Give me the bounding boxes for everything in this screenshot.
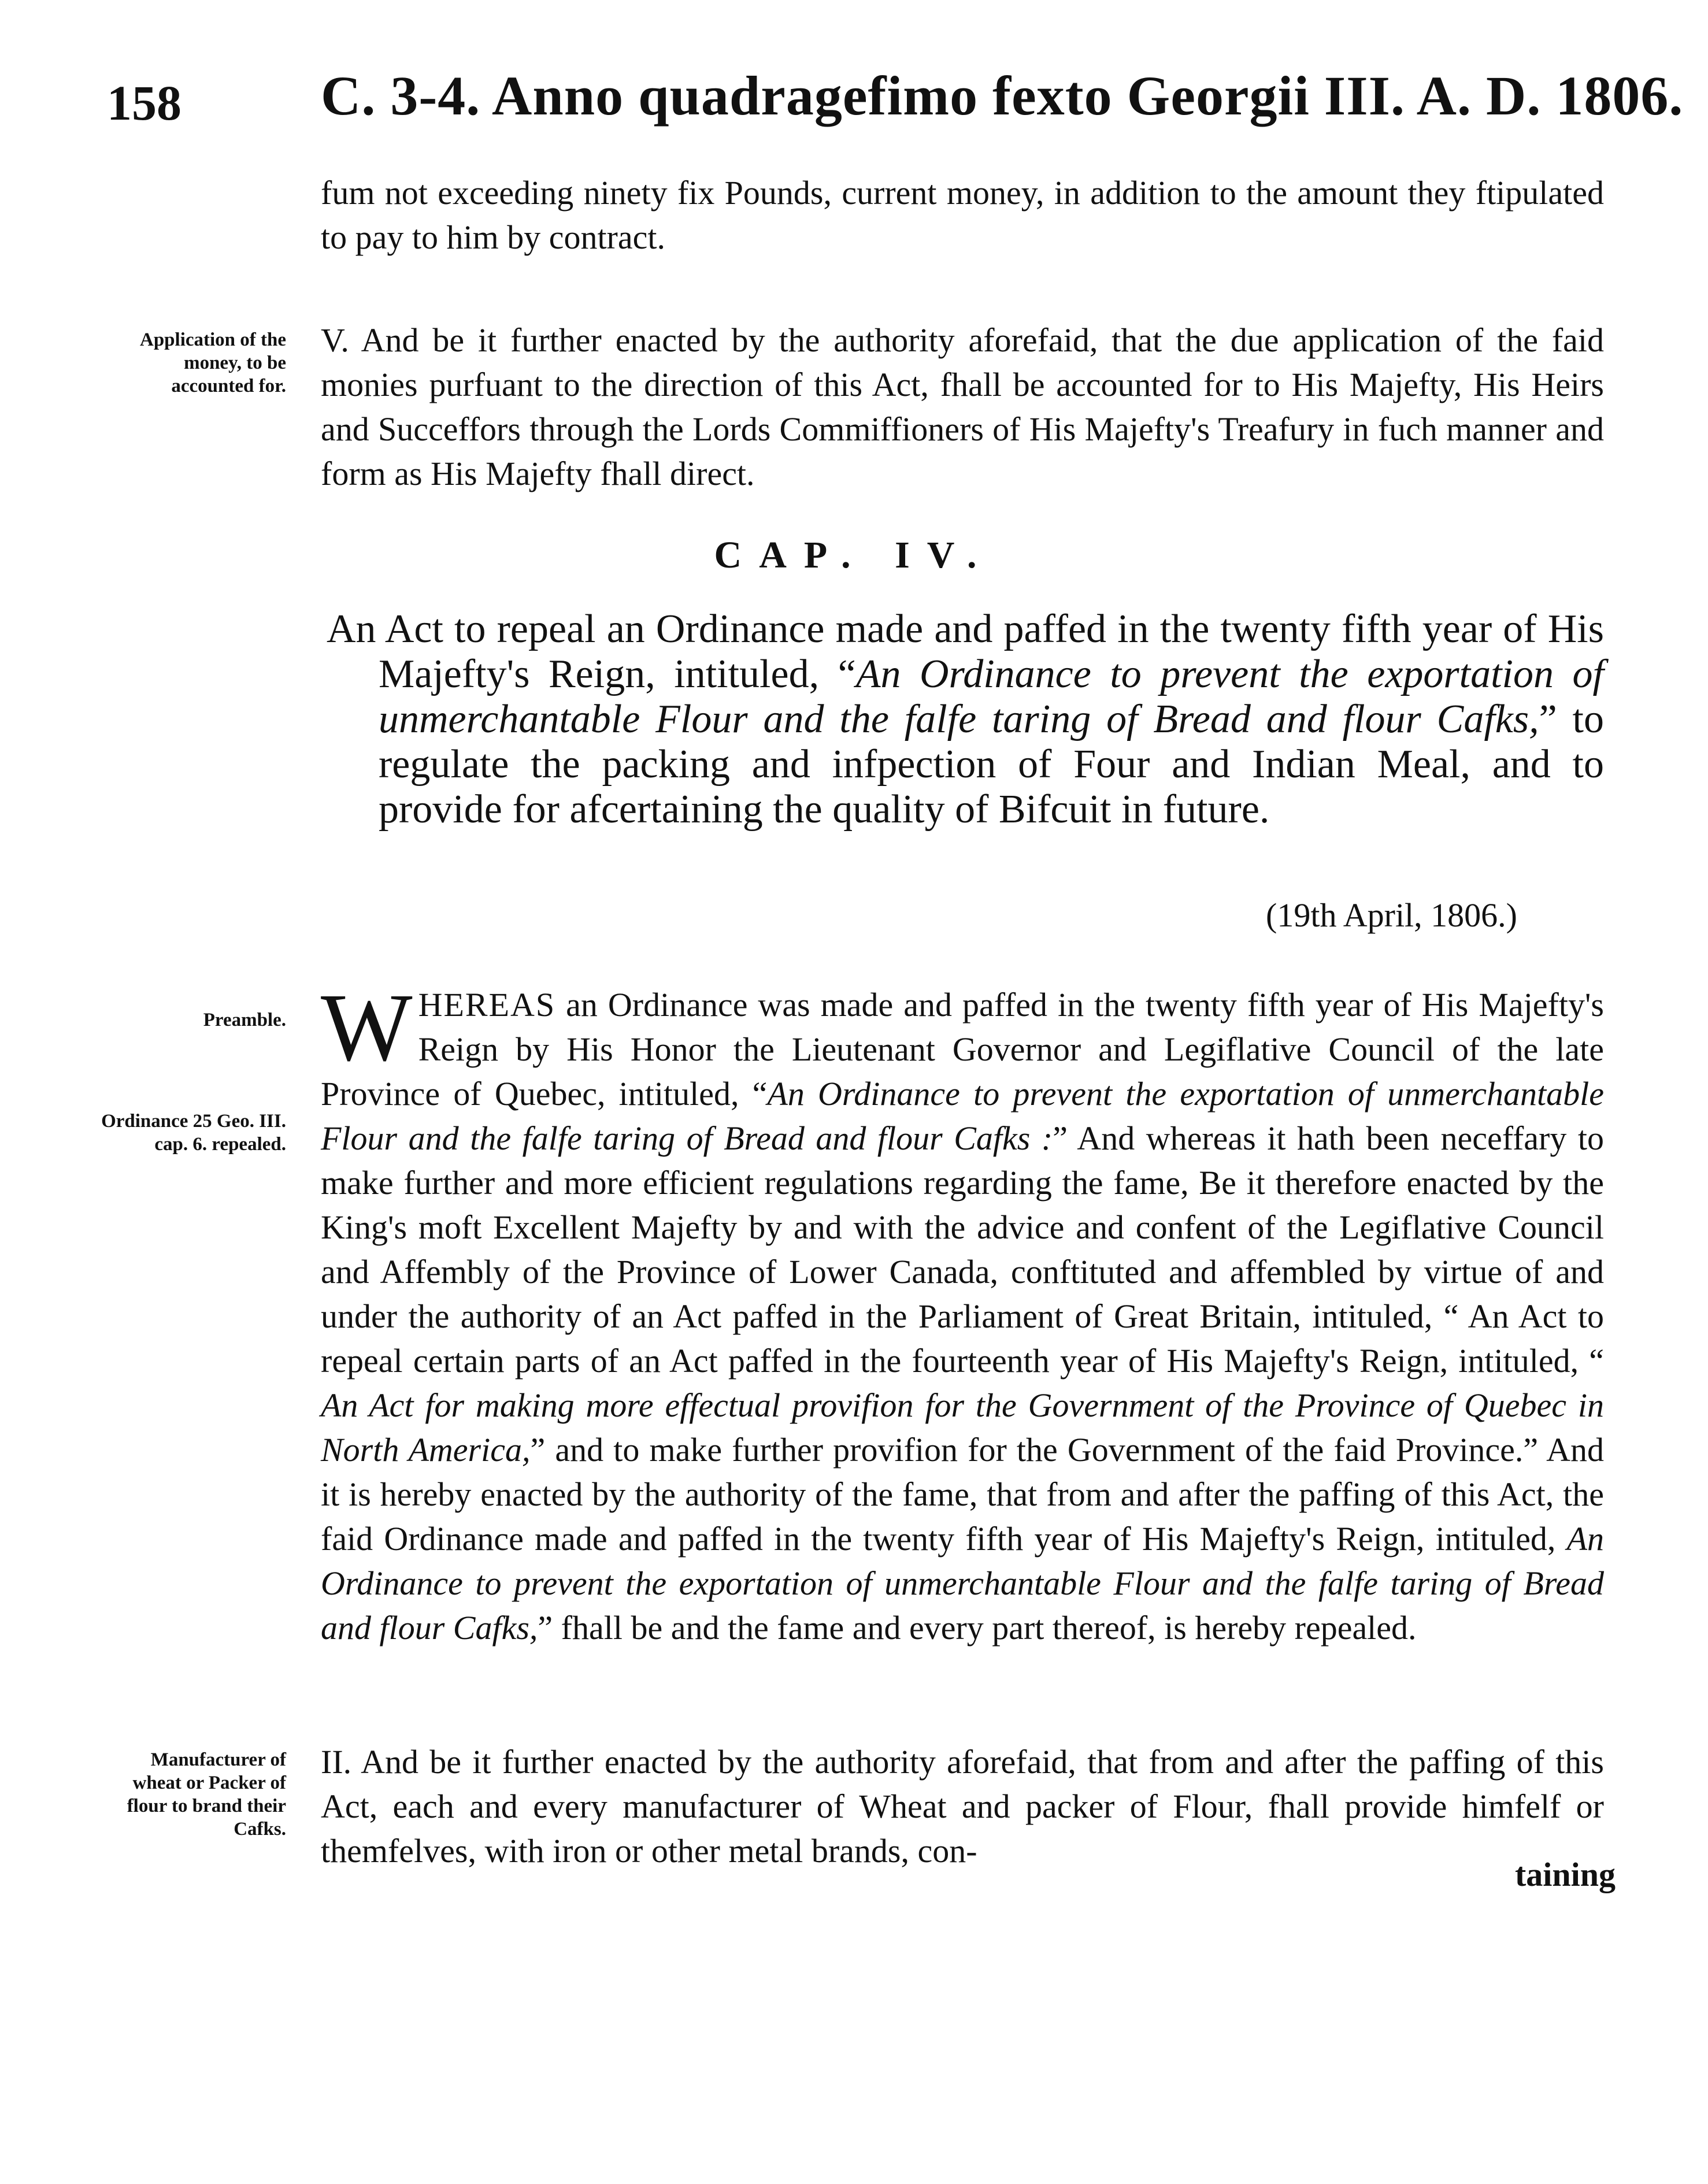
drop-cap: W <box>321 974 413 1081</box>
section-2-text: II. And be it further enacted by the authority aforefaid, that from and after the paffing of this Act, each and every manufacturer of Wheat and packer of Flour, fhall provide himfelf or themfelves, with iron or other metal brands, con- <box>321 1743 1604 1870</box>
margin-note-manufacturer: Manufacturer of wheat or Packer of flour to brand their Cafks. <box>127 1749 286 1840</box>
preamble-italic-3: An Ordinance to prevent the exportation of unmerchantable Flour and the falfe taring of Bread and flour Cafks, <box>321 1520 1604 1647</box>
preamble-lead-word: HEREAS <box>418 986 556 1024</box>
preamble-paragraph <box>321 974 1604 1650</box>
section-5-text: V. And be it further enacted by the authority aforefaid, that the due application of the faid monies purfuant to the direction of this Act, fhall be accounted for to His Majefty, His Heirs and Succeffors through the Lords Commiffioners of His Majefty's Treafury in fuch manner and form as His Majefty fhall direct. <box>321 321 1604 492</box>
preamble-italic-2: An Act for making more effectual provifion for the Government of the Province of Quebec in North America, <box>321 1386 1604 1469</box>
preamble-italic-1: An Ordinance to prevent the exportation of unmerchantable Flour and the falfe taring of Bread and flour Cafks : <box>321 1075 1604 1157</box>
continuation-paragraph <box>321 170 1604 259</box>
act-title-text <box>327 607 1604 832</box>
act-title <box>327 607 1604 832</box>
preamble-text-3: ” and to make further provifion for the Government of the faid Province.” And it is hereby enacted by the authority of the fame, that from and after the paffing of this Act, the faid Ordinance made and paffed in the twenty fifth year of His Majefty's Reign, intituled, <box>321 1431 1604 1558</box>
running-head: C. 3-4. Anno quadragefimo fexto Georgii III. A. D. 1806. <box>321 65 1684 127</box>
margin-note-preamble: Preamble. <box>203 1010 286 1030</box>
margin-note-application: Application of the money, to be accounted for. <box>139 329 286 396</box>
catchword: taining <box>1514 1856 1616 1893</box>
act-title-tail: ” to regulate the packing and infpection of Four and Indian Meal, and to provide for afcertaining the quality of Bifcuit in future. <box>379 697 1604 832</box>
preamble-text-2: ” And whereas it hath been neceffary to make further and more efficient regulations regarding the fame, Be it therefore enacted by the King's moft Excellent Majefty by and with the advice and confent of the Legiflative Council and Affembly of the Province of Lower Canada, conftituted and affembled by virtue of and under the authority of an Act paffed in the Parliament of Great Britain, intituled, “ An Act to repeal certain parts of an Act paffed in the fourteenth year of His Majefty's Reign, intituled, “ <box>321 1119 1604 1380</box>
preamble-text-4: ” fhall be and the fame and every part thereof, is hereby repealed. <box>538 1609 1417 1647</box>
act-title-italic: An Ordinance to prevent the exportation of unmerchantable Flour and the falfe taring of Bread and flour Cafks, <box>379 652 1605 741</box>
section-5-paragraph <box>321 318 1604 496</box>
preamble-text <box>321 974 1604 1650</box>
act-title-lead: An Act to repeal an Ordinance made and paffed in the twenty fifth year of His Majefty's Reign, intituled, “ <box>327 607 1604 696</box>
chapter-heading: CAP. IV. <box>714 534 994 576</box>
preamble-text-1: an Ordinance was made and paffed in the twenty fifth year of His Majefty's Reign by His Honor the Lieutenant Governor and Legiflative Council of the late Province of Quebec, intituled, “ <box>321 986 1604 1113</box>
margin-note-ordinance-repealed: Ordinance 25 Geo. III. cap. 6. repealed. <box>101 1111 286 1155</box>
page-number: 158 <box>107 75 181 131</box>
act-date: (19th April, 1806.) <box>1266 896 1517 934</box>
section-2-paragraph <box>321 1740 1604 1873</box>
continuation-text: fum not exceeding ninety fix Pounds, current money, in addition to the amount they ftipulated to pay to him by contract. <box>321 174 1604 256</box>
